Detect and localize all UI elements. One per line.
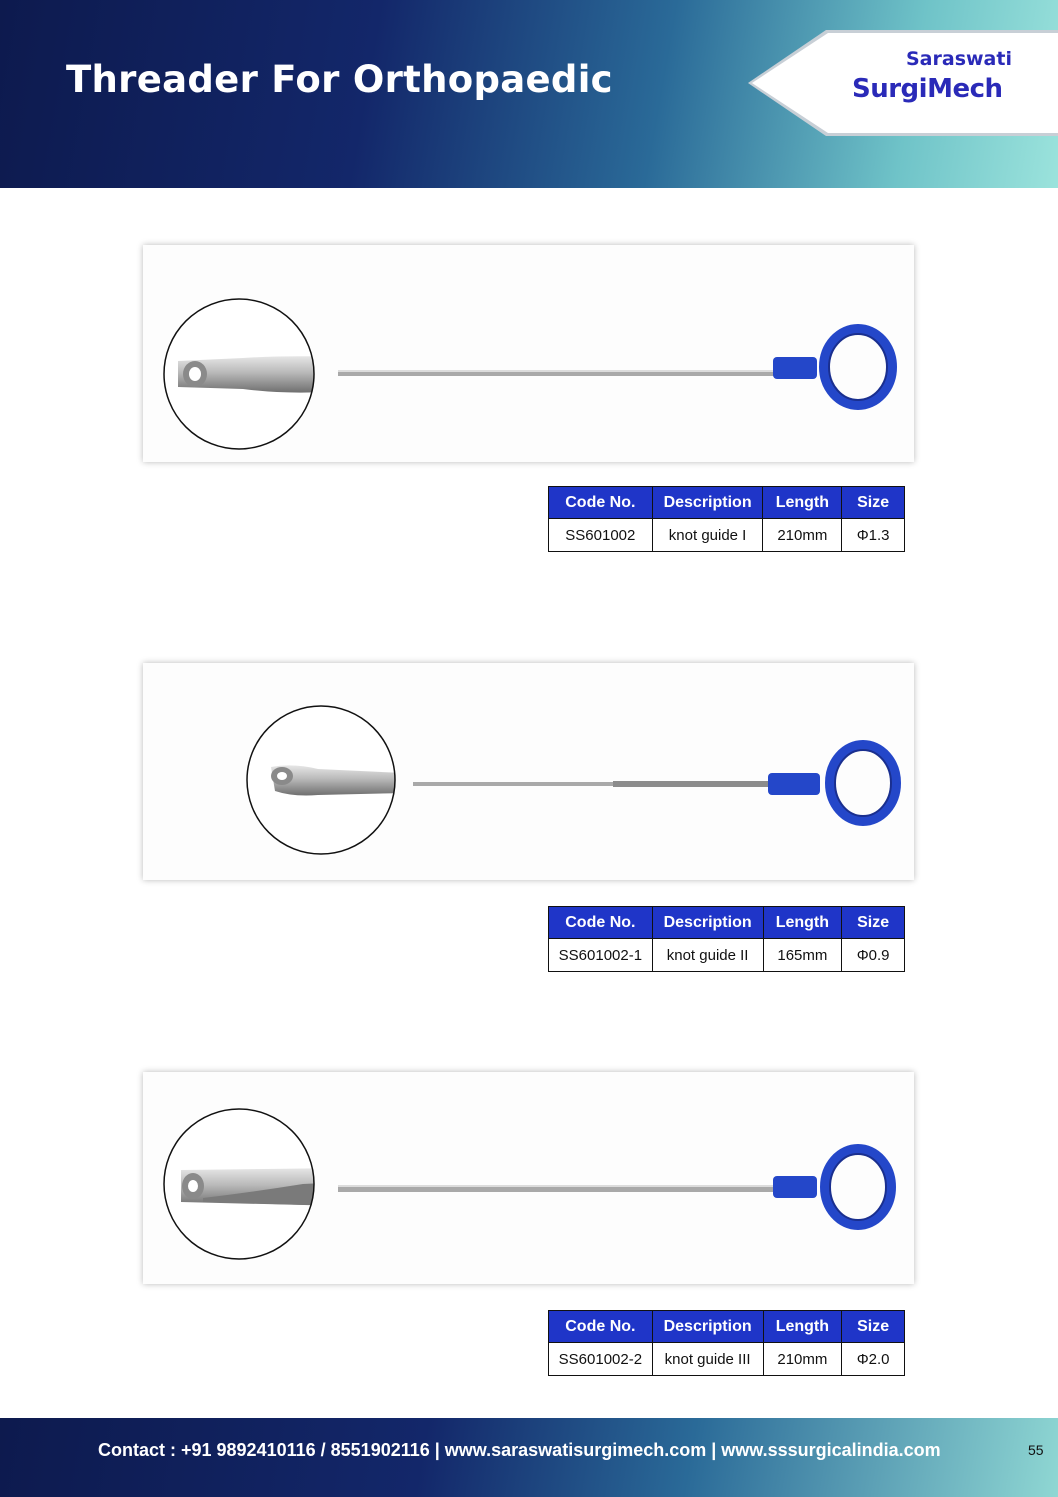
table-row <box>549 939 905 972</box>
size-cell: Φ2.0 <box>842 1343 905 1376</box>
header-size: Size <box>842 907 905 939</box>
header-size: Size <box>842 1311 905 1343</box>
header-code: Code No. <box>549 1311 653 1343</box>
contact-info: Contact : +91 9892410116 / 8551902116 | www.saraswatisurgimech.com | www.sssurgicalindia.com <box>98 1440 941 1460</box>
length-cell: 165mm <box>763 939 842 972</box>
header-length: Length <box>763 1311 842 1343</box>
size-cell: Φ1.3 <box>842 519 905 552</box>
logo-text-top: Saraswati <box>906 48 1012 70</box>
page-footer <box>0 1418 1058 1497</box>
page-title: Threader For Orthopaedic <box>66 58 613 101</box>
length-cell: 210mm <box>763 1343 842 1376</box>
product-image-knot-guide-1 <box>143 245 914 462</box>
page-number: 55 <box>1028 1442 1044 1458</box>
logo-text-bottom: SurgiMech <box>852 74 1003 104</box>
description-cell: knot guide I <box>652 519 763 552</box>
product-image-knot-guide-3 <box>143 1072 914 1284</box>
code-cell: SS601002 <box>549 519 653 552</box>
brand-logo <box>748 30 1058 136</box>
size-cell: Φ0.9 <box>842 939 905 972</box>
description-cell: knot guide II <box>652 939 763 972</box>
spec-table-knot-guide-2 <box>548 906 905 972</box>
description-cell: knot guide III <box>652 1343 763 1376</box>
header-description: Description <box>652 907 763 939</box>
header-description: Description <box>652 1311 763 1343</box>
header-length: Length <box>763 487 842 519</box>
spec-table-knot-guide-3 <box>548 1310 905 1376</box>
header-length: Length <box>763 907 842 939</box>
product-image-knot-guide-2 <box>143 663 914 880</box>
length-cell: 210mm <box>763 519 842 552</box>
spec-table-knot-guide-1 <box>548 486 905 552</box>
header-code: Code No. <box>549 487 653 519</box>
code-cell: SS601002-2 <box>549 1343 653 1376</box>
header-size: Size <box>842 487 905 519</box>
header-description: Description <box>652 487 763 519</box>
page-header <box>0 0 1058 188</box>
header-code: Code No. <box>549 907 653 939</box>
code-cell: SS601002-1 <box>549 939 653 972</box>
table-row <box>549 1343 905 1376</box>
table-row <box>549 519 905 552</box>
